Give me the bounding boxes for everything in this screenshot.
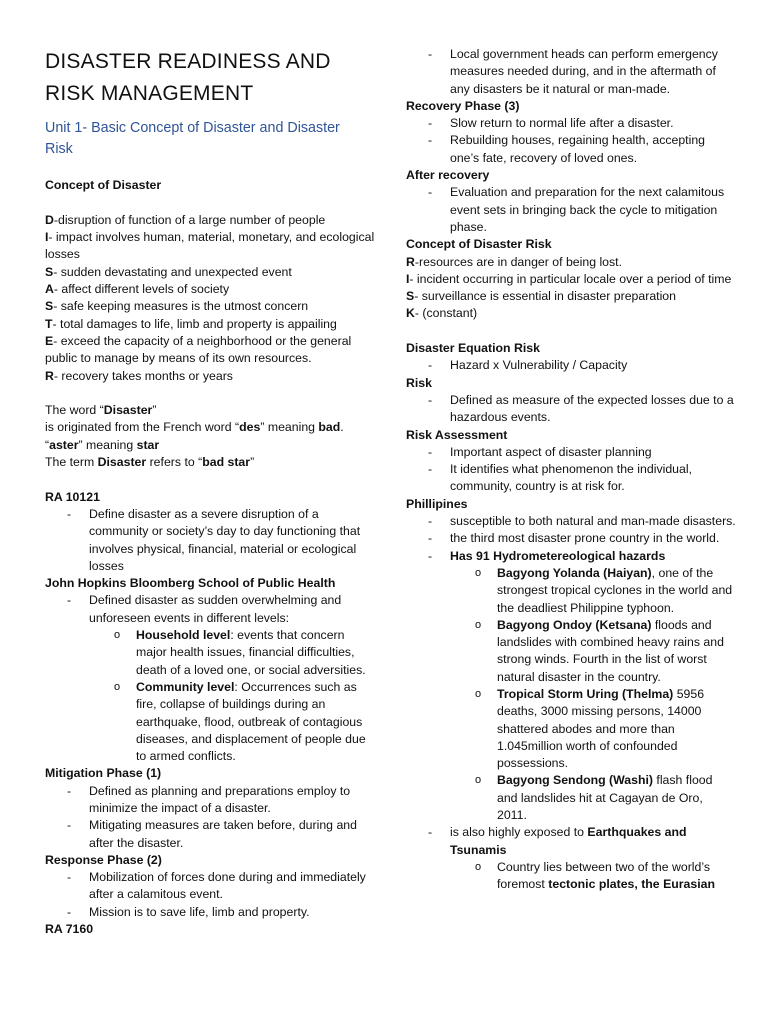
list-item: - Slow return to normal life after a disaster.	[406, 115, 736, 132]
list-item: - Mobilization of forces done during and immediately after a calamitous event.	[45, 869, 375, 904]
unit-line-2: Risk	[45, 141, 73, 157]
sub-list-item: o Bagyong Yolanda (Haiyan), one of the strongest tropical cyclones in the world and the deadliest Philippine typhoon.	[406, 565, 736, 617]
title-line-2: RISK MANAGEMENT	[45, 82, 254, 105]
sub-list-item: o Country lies between two of the world’s foremost tectonic plates, the Eurasian	[406, 859, 736, 894]
sub-list-item: o Tropical Storm Uring (Thelma) 5956 deaths, 3000 missing persons, 14000 shattered abodes and more than 1.045million worth of confounded possessions.	[406, 686, 736, 772]
acrostic-line: T- total damages to life, limb and property is appailing	[45, 316, 337, 331]
recovery-heading: Recovery Phase (3)	[406, 98, 520, 113]
acrostic-line: S- safe keeping measures is the utmost concern	[45, 299, 309, 314]
sub-list-item: o Bagyong Ondoy (Ketsana) floods and landslides with combined heavy rains and strong winds. Fourth in the list of worst natural disaster in the country.	[406, 617, 736, 686]
list-item: - Mitigating measures are taken before, during and after the disaster.	[45, 817, 375, 852]
ra7160-heading: RA 7160	[45, 922, 94, 937]
list-item: - Rebuilding houses, regaining health, accepting one’s fate, recovery of loved ones.	[406, 132, 736, 167]
sub-list-item: o Community level: Occurrences such as fire, collapse of buildings during an earthquake, flood, outbreak of contagious diseases, and displacement of people due to armed conflicts.	[45, 679, 375, 765]
response-heading: Response Phase (2)	[45, 852, 162, 867]
concept-heading: Concept of Disaster	[45, 178, 162, 193]
unit-heading	[45, 118, 375, 160]
title-line-1: DISASTER READINESS AND	[45, 50, 331, 73]
equation-heading: Disaster Equation Risk	[406, 341, 540, 356]
philippines-heading: Phillipines	[406, 496, 468, 511]
list-item: - Evaluation and preparation for the next calamitous event sets in bringing back the cycle to mitigation phase.	[406, 184, 736, 236]
ra10121-heading: RA 10121	[45, 489, 100, 504]
acrostic-line: S- sudden devastating and unexpected event	[45, 264, 292, 279]
list-item: - Defined as planning and preparations employ to minimize the impact of a disaster.	[45, 783, 375, 818]
list-item: - Defined as measure of the expected losses due to a hazardous events.	[406, 392, 736, 427]
list-item: - Local government heads can perform emergency measures needed during, and in the aftermath of any disasters be it natural or man-made.	[406, 46, 736, 98]
right-column	[406, 46, 736, 894]
sub-list-item: o Bagyong Sendong (Washi) flash flood and landslides hit at Cagayan de Oro, 2011.	[406, 772, 736, 824]
mitigation-heading: Mitigation Phase (1)	[45, 766, 162, 781]
list-item: - is also highly exposed to Earthquakes and Tsunamis	[406, 824, 736, 859]
risk-acrostic-line: S- surveillance is essential in disaster preparation	[406, 289, 676, 304]
list-item: - Has 91 Hydrometereological hazards	[406, 548, 736, 565]
acrostic-line: A- affect different levels of society	[45, 282, 230, 297]
left-column	[45, 0, 375, 938]
list-item: - susceptible to both natural and man-made disasters.	[406, 513, 736, 530]
risk-concept-heading: Concept of Disaster Risk	[406, 237, 552, 252]
word-origin: The word “Disaster” is originated from the French word “des” meaning bad. “aster” meaning star The term Disaster refers to “bad star”	[45, 403, 344, 470]
list-item: - It identifies what phenomenon the individual, community, country is at risk for.	[406, 461, 736, 496]
acrostic-line: R- recovery takes months or years	[45, 368, 233, 383]
risk-assessment-heading: Risk Assessment	[406, 427, 508, 442]
risk-heading: Risk	[406, 375, 432, 390]
sub-list-item: o Household level: events that concern major health issues, financial difficulties, death of a loved one, or social adversities.	[45, 627, 375, 679]
list-item: - Important aspect of disaster planning	[406, 444, 736, 461]
jhu-heading: John Hopkins Bloomberg School of Public Health	[45, 576, 336, 591]
list-item: - Define disaster as a severe disruption of a community or society’s day to day functioning that involves physical, financial, material or ecological losses	[45, 506, 375, 575]
disaster-acrostic	[45, 212, 375, 385]
list-item: - Mission is to save life, limb and property.	[45, 904, 375, 921]
after-recovery-heading: After recovery	[406, 168, 490, 183]
list-item: - the third most disaster prone country in the world.	[406, 530, 736, 547]
list-item: - Hazard x Vulnerability / Capacity	[406, 357, 736, 374]
list-item: - Defined disaster as sudden overwhelming and unforeseen events in different levels:	[45, 592, 375, 627]
unit-line-1: Unit 1- Basic Concept of Disaster and Disaster	[45, 120, 340, 136]
acrostic-line: I- impact involves human, material, monetary, and ecological losses	[45, 230, 375, 262]
acrostic-line: E- exceed the capacity of a neighborhood or the general public to manage by means of its own resources.	[45, 333, 352, 366]
acrostic-line: D-disruption of function of a large number of people	[45, 212, 326, 227]
risk-acrostic-line: R-resources are in danger of being lost.	[406, 254, 623, 269]
document-title	[45, 46, 375, 110]
risk-acrostic-line: K- (constant)	[406, 306, 478, 321]
risk-acrostic-line: I- incident occurring in particular locale over a period of time	[406, 271, 732, 286]
